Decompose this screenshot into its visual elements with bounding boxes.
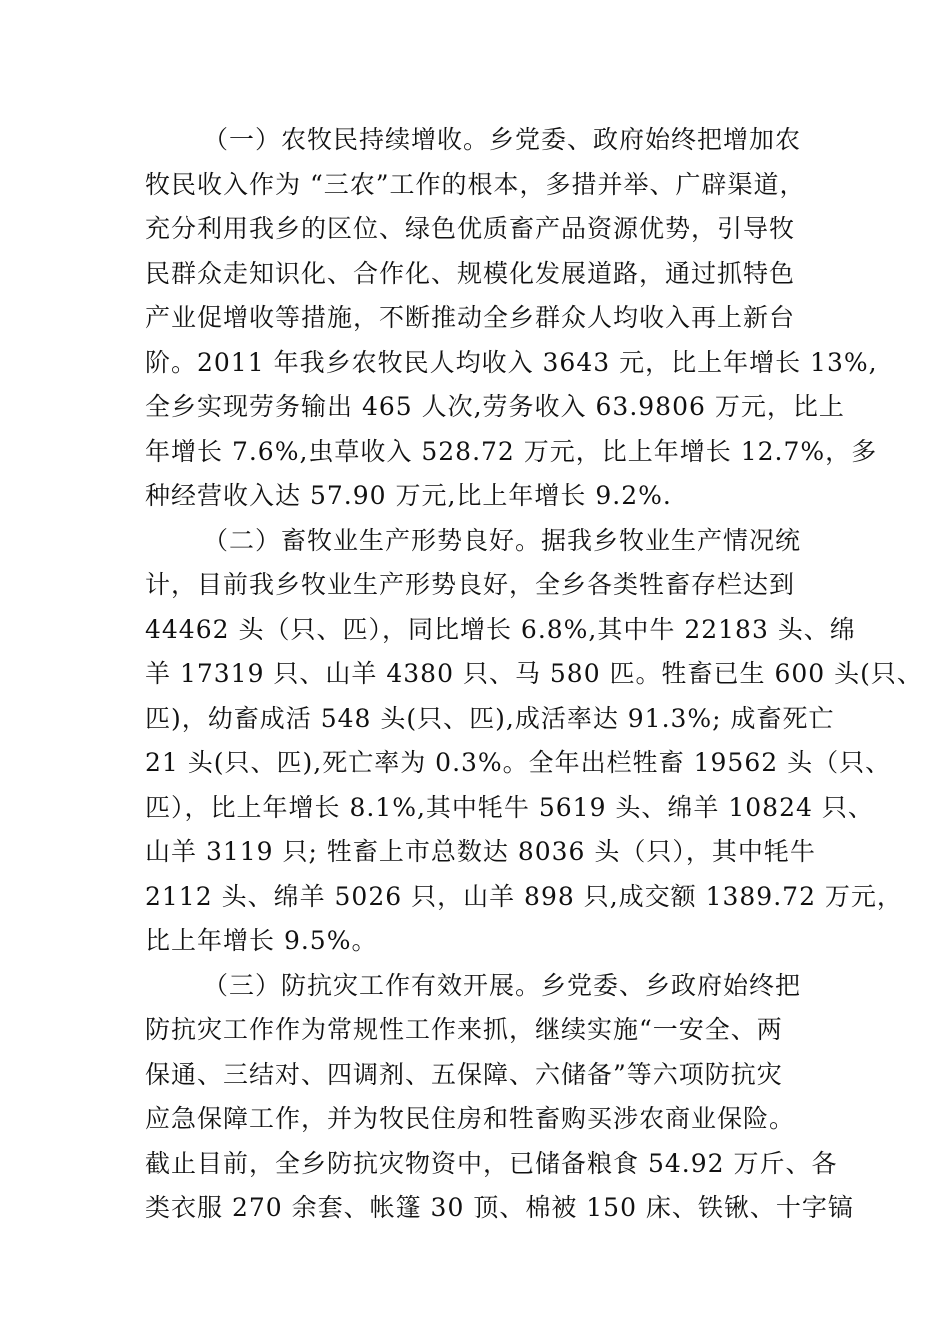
text-line: （一）农牧民持续增收。乡党委、政府始终把增加农 (203, 125, 802, 154)
text-line: 类衣服 270 余套、帐篷 30 顶、棉被 150 床、铁锹、十字镐 (145, 1193, 854, 1222)
text-line: （三）防抗灾工作有效开展。乡党委、乡政府始终把 (203, 970, 802, 1000)
text-line: 羊 17319 只、山羊 4380 只、马 580 匹。牲畜已生 600 头(只、 (145, 659, 923, 688)
text-line: 民群众走知识化、合作化、规模化发展道路，通过抓特色 (145, 258, 796, 288)
text-line: 全乡实现劳务输出 465 人次,劳务收入 63.9806 万元，比上 (145, 392, 845, 421)
text-line: 防抗灾工作作为常规性工作来抓，继续实施“一安全、两 (145, 1015, 783, 1044)
text-line: 2112 头、绵羊 5026 只，山羊 898 只,成交额 1389.72 万元， (145, 881, 903, 911)
document-body (145, 118, 923, 1231)
text-line: 比上年增长 9.5%。 (145, 926, 378, 955)
text-line: 种经营收入达 57.90 万元,比上年增长 9.2%. (145, 481, 672, 510)
text-line: 年增长 7.6%,虫草收入 528.72 万元，比上年增长 12.7%，多 (145, 436, 878, 466)
text-line: （二）畜牧业生产形势良好。据我乡牧业生产情况统 (203, 525, 802, 555)
text-line: 保通、三结对、四调剂、五保障、六储备”等六项防抗灾 (145, 1059, 783, 1089)
paragraph-1 (145, 118, 878, 519)
text-line: 应急保障工作，并为牧民住房和牲畜购买涉农商业保险。 (145, 1104, 796, 1133)
text-line: 山羊 3119 只; 牲畜上市总数达 8036 头（只），其中牦牛 (145, 837, 816, 866)
text-line: 44462 头（只、匹），同比增长 6.8%,其中牛 22183 头、绵 (145, 614, 856, 644)
text-line: 匹)，幼畜成活 548 头(只、匹),成活率达 91.3%; 成畜死亡 (145, 703, 835, 733)
paragraph-3 (145, 964, 854, 1231)
text-line: 充分利用我乡的区位、绿色优质畜产品资源优势，引导牧 (145, 214, 796, 243)
paragraph-2 (145, 519, 923, 964)
text-line: 截止目前，全乡防抗灾物资中，已储备粮食 54.92 万斤、各 (145, 1148, 838, 1178)
text-line: 21 头(只、匹),死亡率为 0.3%。全年出栏牲畜 19562 头（只、 (145, 748, 892, 777)
text-line: 匹），比上年增长 8.1%,其中牦牛 5619 头、绵羊 10824 只、 (145, 792, 874, 822)
text-line: 计，目前我乡牧业生产形势良好，全乡各类牲畜存栏达到 (145, 570, 796, 599)
text-line: 产业促增收等措施，不断推动全乡群众人均收入再上新台 (145, 303, 796, 332)
text-line: 阶。2011 年我乡农牧民人均收入 3643 元，比上年增长 13%, (145, 347, 878, 377)
text-line: 牧民收入作为 “三农”工作的根本，多措并举、广辟渠道， (145, 169, 806, 199)
